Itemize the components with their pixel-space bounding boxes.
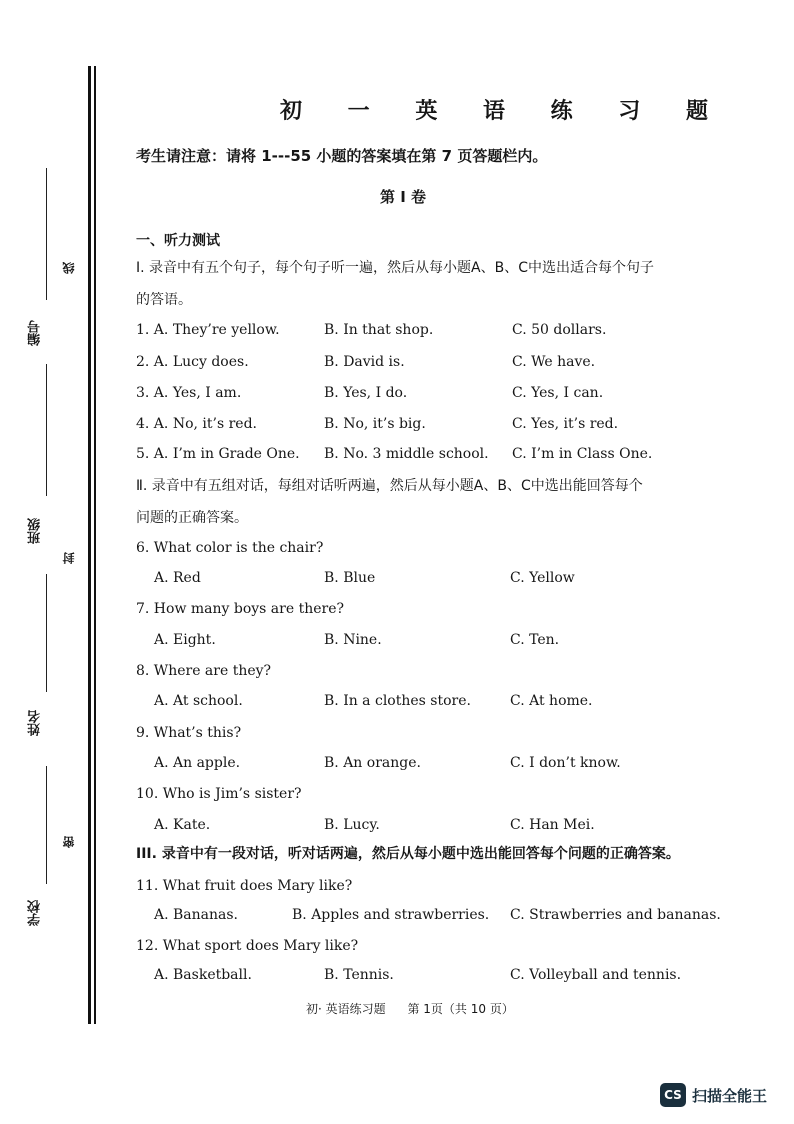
option-a: A. Basketball. [154, 967, 252, 983]
option-a: A. Eight. [154, 632, 216, 648]
school-label: 学校 [28, 900, 43, 926]
option-b: B. In that shop. [324, 322, 434, 338]
option-b: B. David is. [324, 354, 405, 370]
question-row [0, 446, 794, 466]
option-b: B. Nine. [324, 632, 382, 648]
option-c: C. I don’t know. [510, 755, 621, 771]
option-c: C. I’m in Class One. [512, 446, 653, 462]
options-row [0, 693, 794, 713]
option-b: B. Blue [324, 570, 376, 586]
question-text: 10. Who is Jim’s sister? [136, 786, 302, 802]
scanner-watermark [660, 1082, 767, 1108]
option-a: 1. A. They’re yellow. [136, 322, 280, 338]
binding-line [88, 66, 91, 1024]
question-row [0, 354, 794, 374]
exam-title: 初 一 英 语 练 习 题 [280, 99, 727, 124]
option-c: C. Volleyball and tennis. [510, 967, 682, 983]
part2-instruction: Ⅱ. 录音中有五组对话，每组对话听两遍，然后从每小题A、B、C中选出能回答每个问题的正确答案。 [136, 478, 643, 526]
option-a: A. An apple. [154, 755, 241, 771]
question-text: 12. What sport does Mary like? [136, 938, 359, 954]
option-c: C. Yellow [510, 570, 575, 586]
binding-line [94, 66, 96, 1024]
watermark-text: 扫描全能王 [692, 1086, 768, 1105]
option-c: C. Han Mei. [510, 817, 595, 833]
question-row [0, 385, 794, 405]
part3-instruction: III. 录音中有一段对话，听对话两遍，然后从每小题中选出能回答每个问题的正确答案。 [136, 846, 680, 862]
camscanner-logo-icon: CS [660, 1083, 686, 1107]
part1-instruction: Ⅰ. 录音中有五个句子，每个句子听一遍，然后从每小题A、B、C中选出适合每个句子的答语。 [136, 260, 654, 308]
options-row [0, 817, 794, 837]
option-a: 4. A. No, it’s red. [136, 416, 257, 432]
seal-char-secret: 密 [62, 836, 76, 848]
footer-title: 初· 英语练习题 [306, 1002, 386, 1016]
section-heading: 一、听力测试 [136, 233, 220, 249]
option-b: B. Apples and strawberries. [292, 907, 490, 923]
question-row [0, 416, 794, 436]
options-row [0, 632, 794, 652]
volume-heading: 第 I 卷 [380, 188, 427, 206]
option-c: C. We have. [512, 354, 596, 370]
answer-notice: 考生请注意：请将 1---55 小题的答案填在第 7 页答题栏内。 [136, 147, 548, 165]
option-a: A. Bananas. [154, 907, 239, 923]
seal-char-seal: 封 [62, 552, 76, 564]
option-b: B. Tennis. [324, 967, 394, 983]
option-a: A. At school. [154, 693, 243, 709]
option-b: B. An orange. [324, 755, 421, 771]
question-text: 8. Where are they? [136, 663, 272, 679]
options-row [0, 570, 794, 590]
option-a: 2. A. Lucy does. [136, 354, 249, 370]
option-a: A. Red [154, 570, 201, 586]
page-number: 第 1页（共 10 页） [407, 1002, 514, 1016]
option-a: A. Kate. [154, 817, 211, 833]
question-text: 11. What fruit does Mary like? [136, 878, 353, 894]
option-b: B. No, it’s big. [324, 416, 426, 432]
option-a: 3. A. Yes, I am. [136, 385, 242, 401]
option-c: C. Ten. [510, 632, 560, 648]
option-c: C. 50 dollars. [512, 322, 607, 338]
option-c: C. Yes, it’s red. [512, 416, 619, 432]
option-a: 5. A. I’m in Grade One. [136, 446, 300, 462]
option-c: C. Strawberries and bananas. [510, 907, 721, 923]
option-b: B. No. 3 middle school. [324, 446, 489, 462]
id-label: 编号 [28, 320, 43, 346]
option-b: B. Lucy. [324, 817, 380, 833]
name-label: 姓名 [28, 710, 43, 736]
options-row [0, 755, 794, 775]
options-row [0, 907, 794, 927]
question-text: 6. What color is the chair? [136, 540, 324, 556]
question-row [0, 322, 794, 342]
question-text: 9. What’s this? [136, 725, 242, 741]
option-b: B. In a clothes store. [324, 693, 471, 709]
options-row [0, 967, 794, 987]
class-label: 班级 [28, 518, 43, 544]
question-text: 7. How many boys are there? [136, 601, 344, 617]
option-b: B. Yes, I do. [324, 385, 408, 401]
page-footer [306, 1000, 532, 1017]
seal-char-line: 线 [62, 262, 76, 274]
id-blank-line [46, 168, 47, 300]
option-c: C. Yes, I can. [512, 385, 604, 401]
option-c: C. At home. [510, 693, 593, 709]
